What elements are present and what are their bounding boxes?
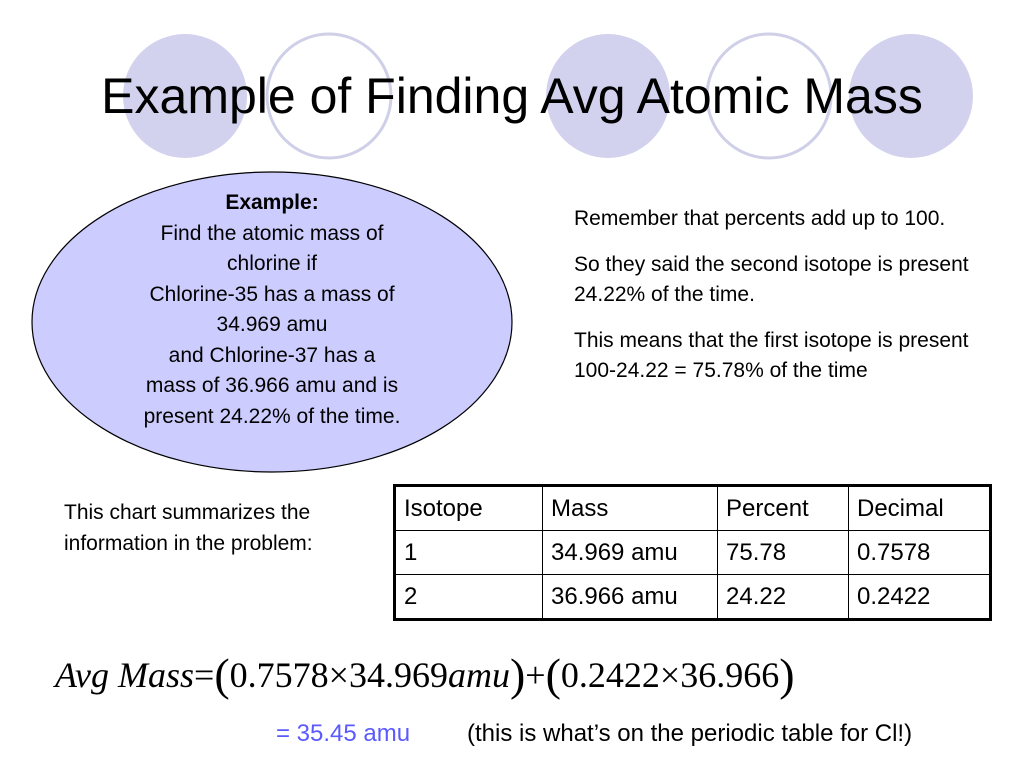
example-ellipse [30, 170, 514, 475]
formula-open-paren-1: ( [214, 649, 230, 700]
table-cell: 0.7578 [849, 531, 991, 575]
example-line: and Chlorine-37 has a [168, 343, 376, 367]
slide-title: Example of Finding Avg Atomic Mass [101, 68, 923, 124]
note-second-isotope: So they said the second isotope is present 24.22% of the time. [574, 252, 969, 306]
table-row [395, 531, 991, 575]
example-heading: Example: [225, 191, 319, 214]
example-line: chlorine if [227, 252, 317, 275]
table-cell: 2 [395, 575, 543, 620]
example-line: present 24.22% of the time. [143, 404, 401, 428]
formula-mass: Mass [117, 655, 194, 695]
result-note: (this is what’s on the periodic table for Cl!) [467, 720, 913, 747]
formula-unit: amu [447, 655, 510, 695]
formula-mass-1: 34.969 [348, 655, 448, 695]
formula-equals: = [194, 655, 215, 695]
isotope-table [393, 484, 992, 621]
table-cell: 1 [395, 531, 543, 575]
formula-mass-2: 36.966 [680, 655, 780, 695]
formula-times-1: × [328, 655, 349, 695]
example-line: Chlorine-35 has a mass of [149, 282, 395, 306]
formula-close-paren-1: ) [509, 649, 526, 700]
example-line: mass of 36.966 amu and is [145, 374, 399, 397]
table-cell: 36.966 amu [543, 575, 718, 620]
formula-close-paren-2: ) [779, 649, 795, 700]
example-text [108, 188, 436, 432]
chart-summary-note: This chart summarizes the information in the problem: [64, 501, 313, 555]
table-cell: 24.22 [718, 575, 849, 620]
example-line: 34.969 amu [216, 313, 328, 336]
formula-avg: Avg [55, 655, 109, 695]
note-percents: Remember that percents add up to 100. [574, 207, 946, 230]
table-cell: 0.2422 [849, 575, 991, 620]
formula-open-paren-2: ( [545, 649, 561, 700]
avg-mass-formula [55, 645, 955, 705]
example-line: Find the atomic mass of [160, 221, 384, 245]
formula-decimal-1: 0.7578 [229, 655, 329, 695]
table-cell: 34.969 amu [543, 531, 718, 575]
table-header-row [395, 486, 991, 531]
header-cell: Isotope [395, 486, 543, 531]
explanation-notes [574, 204, 994, 402]
result-value: = 35.45 amu [276, 720, 411, 747]
formula-decimal-2: 0.2422 [560, 655, 660, 695]
header-cell: Decimal [849, 486, 991, 531]
header-cell: Percent [718, 486, 849, 531]
note-first-isotope: This means that the first isotope is present 100-24.22 = 75.78% of the time [574, 328, 969, 382]
table-row [395, 575, 991, 620]
formula-plus: + [525, 655, 546, 695]
header-cell: Mass [543, 486, 718, 531]
table-cell: 75.78 [718, 531, 849, 575]
formula-times-2: × [659, 655, 681, 695]
